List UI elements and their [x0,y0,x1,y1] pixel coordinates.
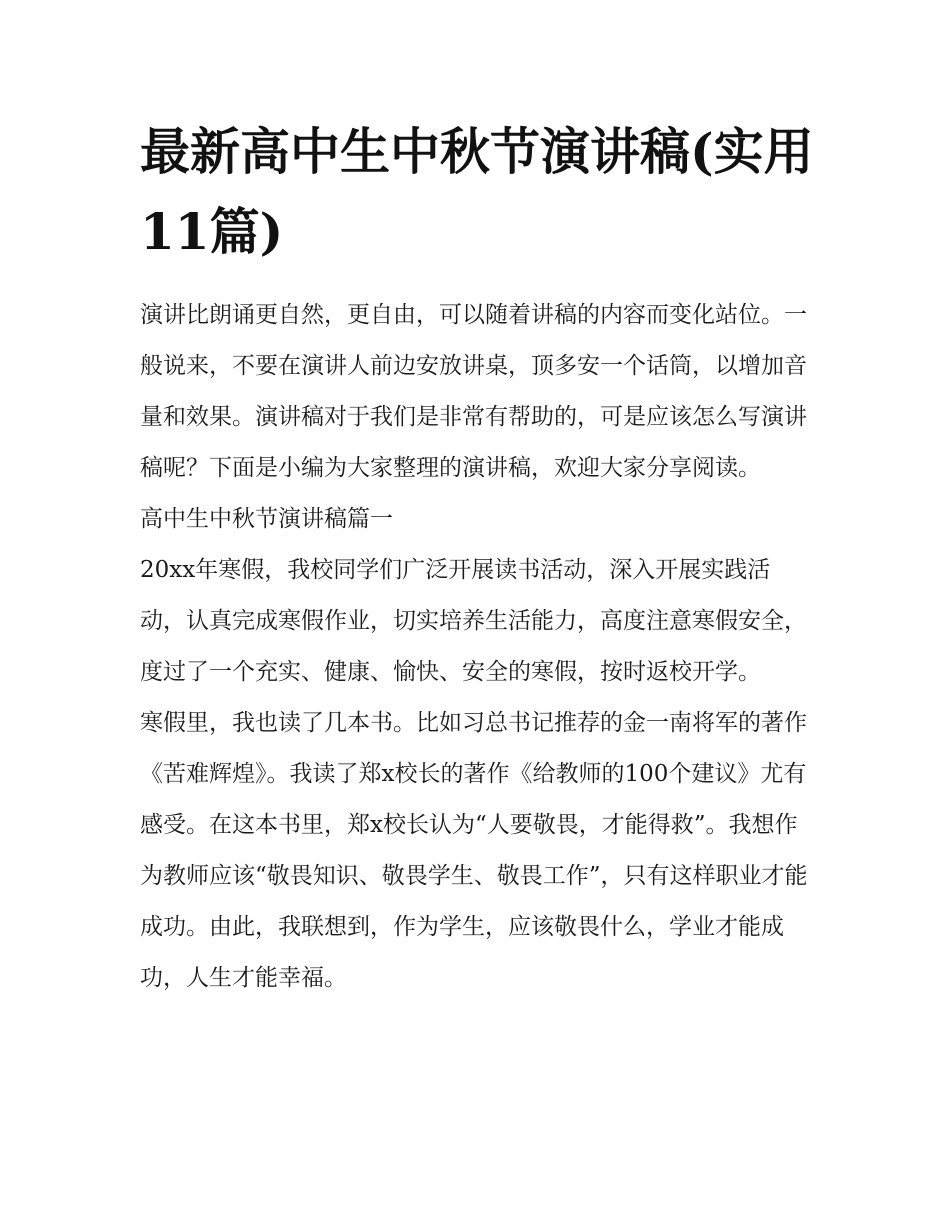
body-paragraph: 20xx年寒假，我校同学们广泛开展读书活动，深入开展实践活动，认真完成寒假作业，切实培养生活能力，高度注意寒假安全，度过了一个充实、健康、愉快、安全的寒假，按时返校开学。 [140,557,807,685]
section-heading: 高中生中秋节演讲稿篇一 [140,506,393,532]
body-paragraph: 寒假里，我也读了几本书。比如习总书记推荐的金一南将军的著作《苦难辉煌》。我读了郑x校长的著作《给教师的100个建议》尤有感受。在这本书里，郑x校长认为“人要敬畏，才能得救”。我想作为教师应该“敬畏知识、敬畏学生、敬畏工作”，只有这样职业才能成功。由此，我联想到，作为学生，应该敬畏什么，学业才能成功，人生才能幸福。 [140,710,808,991]
document-page [140,112,815,1004]
document-title: 最新高中生中秋节演讲稿(实用11篇) [140,122,814,261]
intro-paragraph: 演讲比朗诵更自然，更自由，可以随着讲稿的内容而变化站位。一般说来，不要在演讲人前边安放讲桌，顶多安一个话筒，以增加音量和效果。演讲稿对于我们是非常有帮助的，可是应该怎么写演讲稿呢？下面是小编为大家整理的演讲稿，欢迎大家分享阅读。 [140,302,807,481]
